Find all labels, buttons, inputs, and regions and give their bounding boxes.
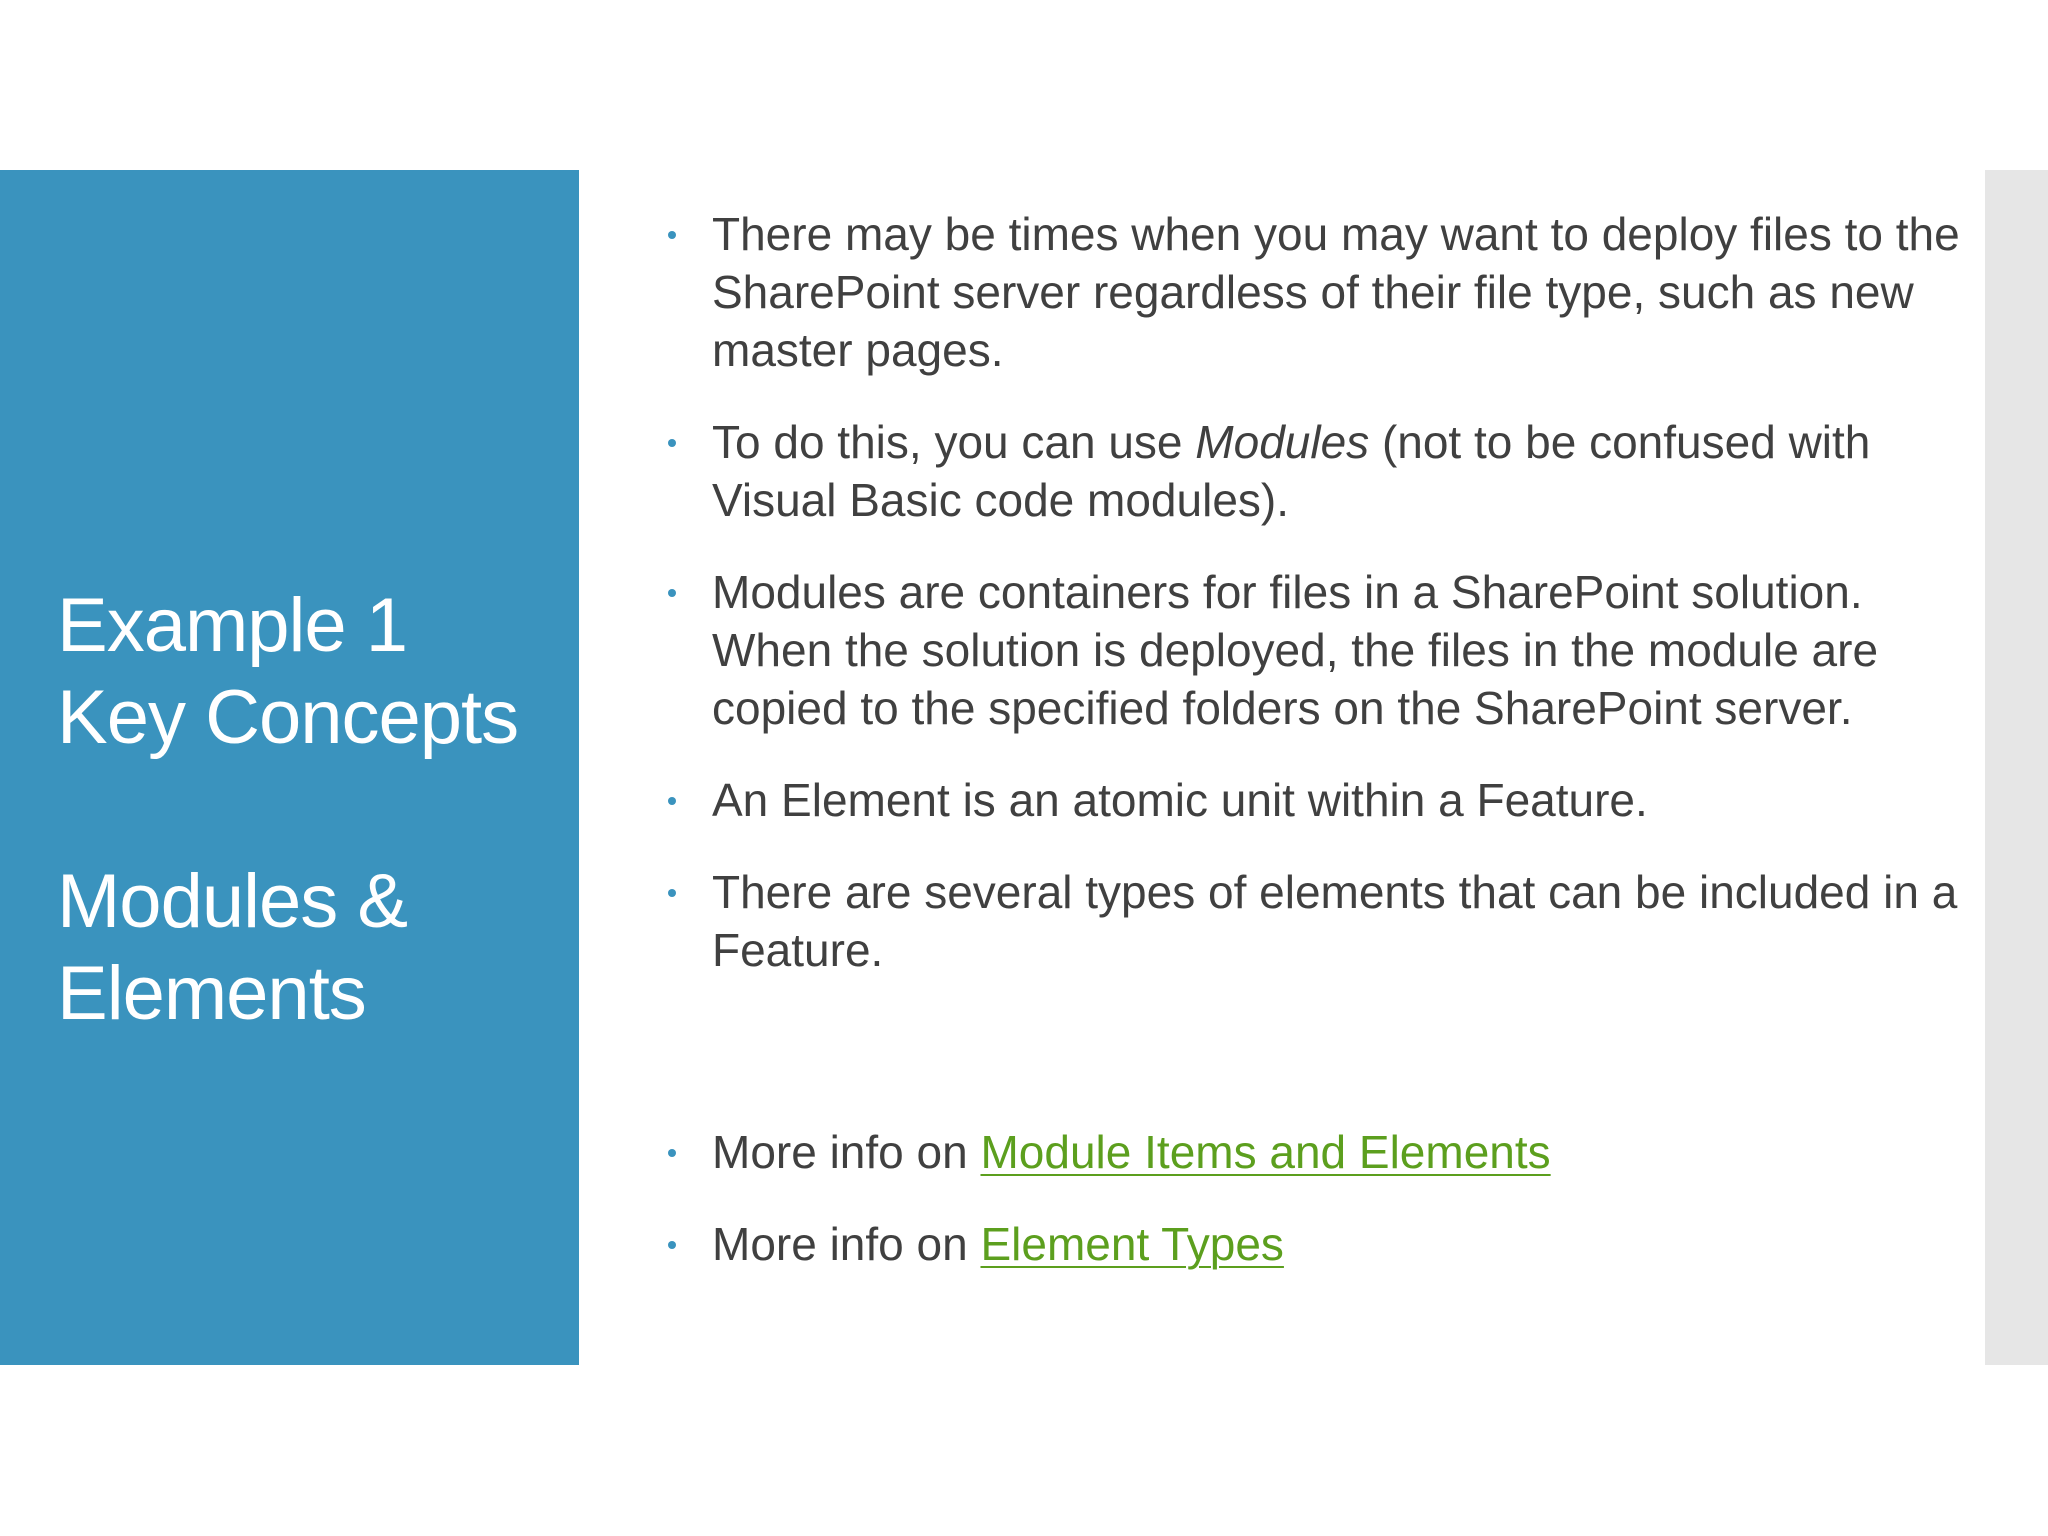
bullet-text-emphasis: Modules bbox=[1195, 416, 1370, 468]
bullet-item-link-1 bbox=[668, 1123, 1968, 1181]
bullet-text: An Element is an atomic unit within a Feature. bbox=[712, 774, 1648, 826]
bullet-dot-icon bbox=[668, 797, 676, 805]
bullet-item-1 bbox=[668, 205, 1968, 379]
bullet-text-post: (not to be confused with Visual Basic code modules). bbox=[712, 416, 1871, 526]
bullet-dot-icon bbox=[668, 439, 676, 447]
link-prefix: More info on bbox=[712, 1218, 981, 1270]
link-prefix: More info on bbox=[712, 1126, 981, 1178]
bullet-dot-icon bbox=[668, 1241, 676, 1249]
slide-title bbox=[57, 580, 567, 1040]
bullet-item-link-2 bbox=[668, 1215, 1968, 1273]
bullet-text-pre: To do this, you can use bbox=[712, 416, 1196, 468]
title-line-3: Modules & bbox=[57, 859, 408, 944]
bullet-item-2 bbox=[668, 413, 1968, 529]
title-line-4: Elements bbox=[57, 951, 366, 1036]
bullet-dot-icon bbox=[668, 889, 676, 897]
empty-bullet-spacer bbox=[668, 1013, 1968, 1123]
bullet-item-4 bbox=[668, 771, 1968, 829]
title-line-2: Key Concepts bbox=[57, 675, 519, 760]
module-items-elements-link[interactable]: Module Items and Elements bbox=[980, 1126, 1551, 1178]
title-gap bbox=[57, 764, 567, 856]
bullet-text: There may be times when you may want to deploy files to the SharePoint server regardless of their file type, such as new master pages. bbox=[712, 208, 1960, 376]
bullet-text: There are several types of elements that can be included in a Feature. bbox=[712, 866, 1958, 976]
bullet-text: Modules are containers for files in a SharePoint solution. When the solution is deployed, the files in the module are copied to the specified folders on the SharePoint server. bbox=[712, 566, 1879, 734]
right-side-strip bbox=[1985, 170, 2048, 1365]
bullet-list bbox=[668, 205, 1968, 1307]
element-types-link[interactable]: Element Types bbox=[980, 1218, 1284, 1270]
bullet-dot-icon bbox=[668, 589, 676, 597]
bullet-item-5 bbox=[668, 863, 1968, 979]
title-line-1: Example 1 bbox=[57, 583, 408, 668]
bullet-dot-icon bbox=[668, 1149, 676, 1157]
bullet-item-3 bbox=[668, 563, 1968, 737]
bullet-dot-icon bbox=[668, 231, 676, 239]
